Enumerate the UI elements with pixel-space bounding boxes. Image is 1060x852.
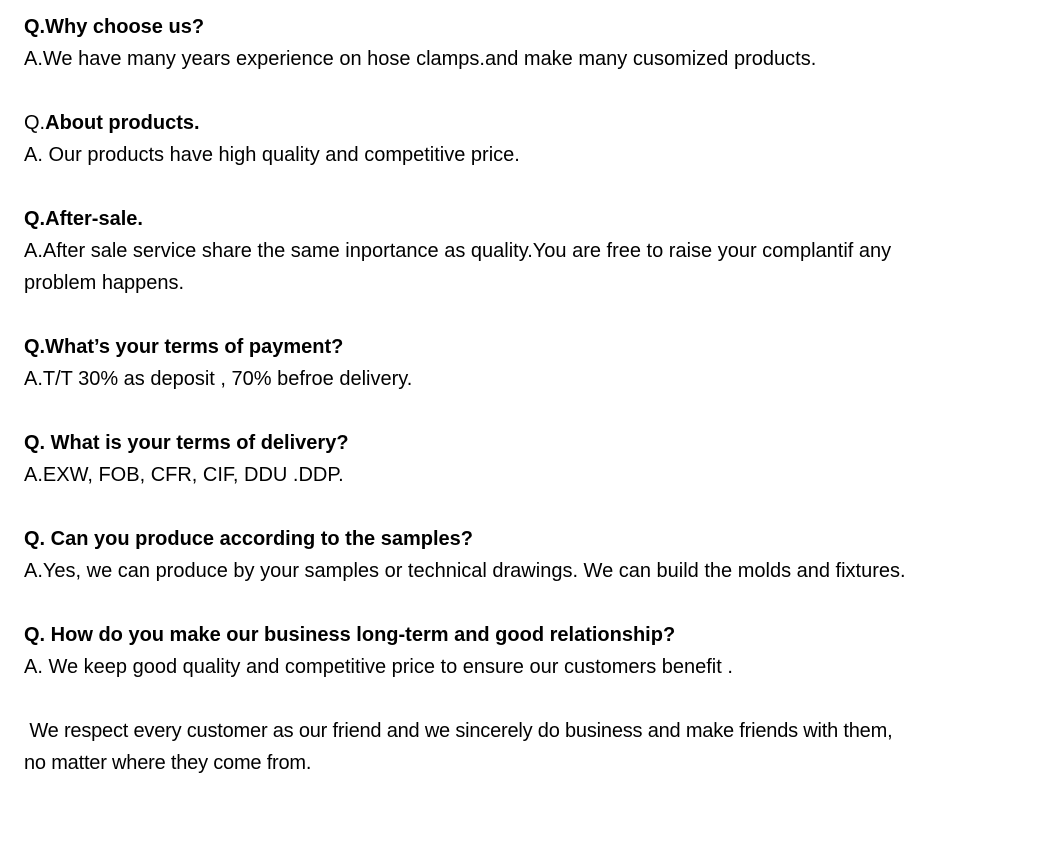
faq-answer: A.EXW, FOB, CFR, CIF, DDU .DDP.	[24, 464, 344, 486]
question-text: Why choose us?	[45, 16, 205, 38]
question-text: What is your terms of delivery?	[45, 432, 349, 454]
question-text: After-sale.	[45, 208, 143, 230]
faq-item-about-products	[24, 107, 1044, 171]
faq-question	[24, 203, 1044, 235]
faq-answer: A.T/T 30% as deposit , 70% befroe delivery.	[24, 368, 413, 390]
question-text: Can you produce according to the samples?	[45, 528, 473, 550]
faq-item-delivery-terms	[24, 427, 1044, 491]
faq-question	[24, 107, 1044, 139]
faq-answer: A. We keep good quality and competitive price to ensure our customers benefit .	[24, 656, 733, 678]
question-prefix: Q.	[24, 528, 46, 550]
faq-item-produce-by-samples	[24, 523, 1044, 587]
faq-item-after-sale	[24, 203, 1044, 299]
question-prefix: Q.	[24, 432, 46, 454]
question-text: What’s your terms of payment?	[45, 336, 344, 358]
faq-question	[24, 11, 1044, 43]
question-prefix: Q.	[24, 208, 46, 230]
question-prefix: Q.	[24, 112, 46, 134]
faq-question	[24, 427, 1044, 459]
closing-line-2: no matter where they come from.	[24, 752, 312, 774]
faq-answer: A.Yes, we can produce by your samples or technical drawings. We can build the molds and fixtures.	[24, 560, 906, 582]
faq-answer-line-2: problem happens.	[24, 272, 185, 294]
question-prefix: Q.	[24, 336, 46, 358]
question-text: About products.	[45, 112, 200, 134]
faq-question	[24, 619, 1044, 651]
question-prefix: Q.	[24, 16, 46, 38]
closing-line-1: We respect every customer as our friend and we sincerely do business and make friends with them,	[24, 720, 893, 742]
faq-answer: A.We have many years experience on hose clamps.and make many cusomized products.	[24, 48, 817, 70]
faq-answer: A. Our products have high quality and competitive price.	[24, 144, 520, 166]
faq-answer-line-1: A.After sale service share the same inportance as quality.You are free to raise your complantif any	[24, 240, 892, 262]
closing-statement	[24, 715, 1054, 779]
question-text: How do you make our business long-term and good relationship?	[45, 624, 676, 646]
faq-item-why-choose-us	[24, 11, 1044, 75]
faq-question	[24, 331, 1044, 363]
faq-item-business-relationship	[24, 619, 1044, 683]
question-prefix: Q.	[24, 624, 46, 646]
faq-question	[24, 523, 1044, 555]
faq-list	[24, 11, 1044, 779]
faq-item-payment-terms	[24, 331, 1044, 395]
